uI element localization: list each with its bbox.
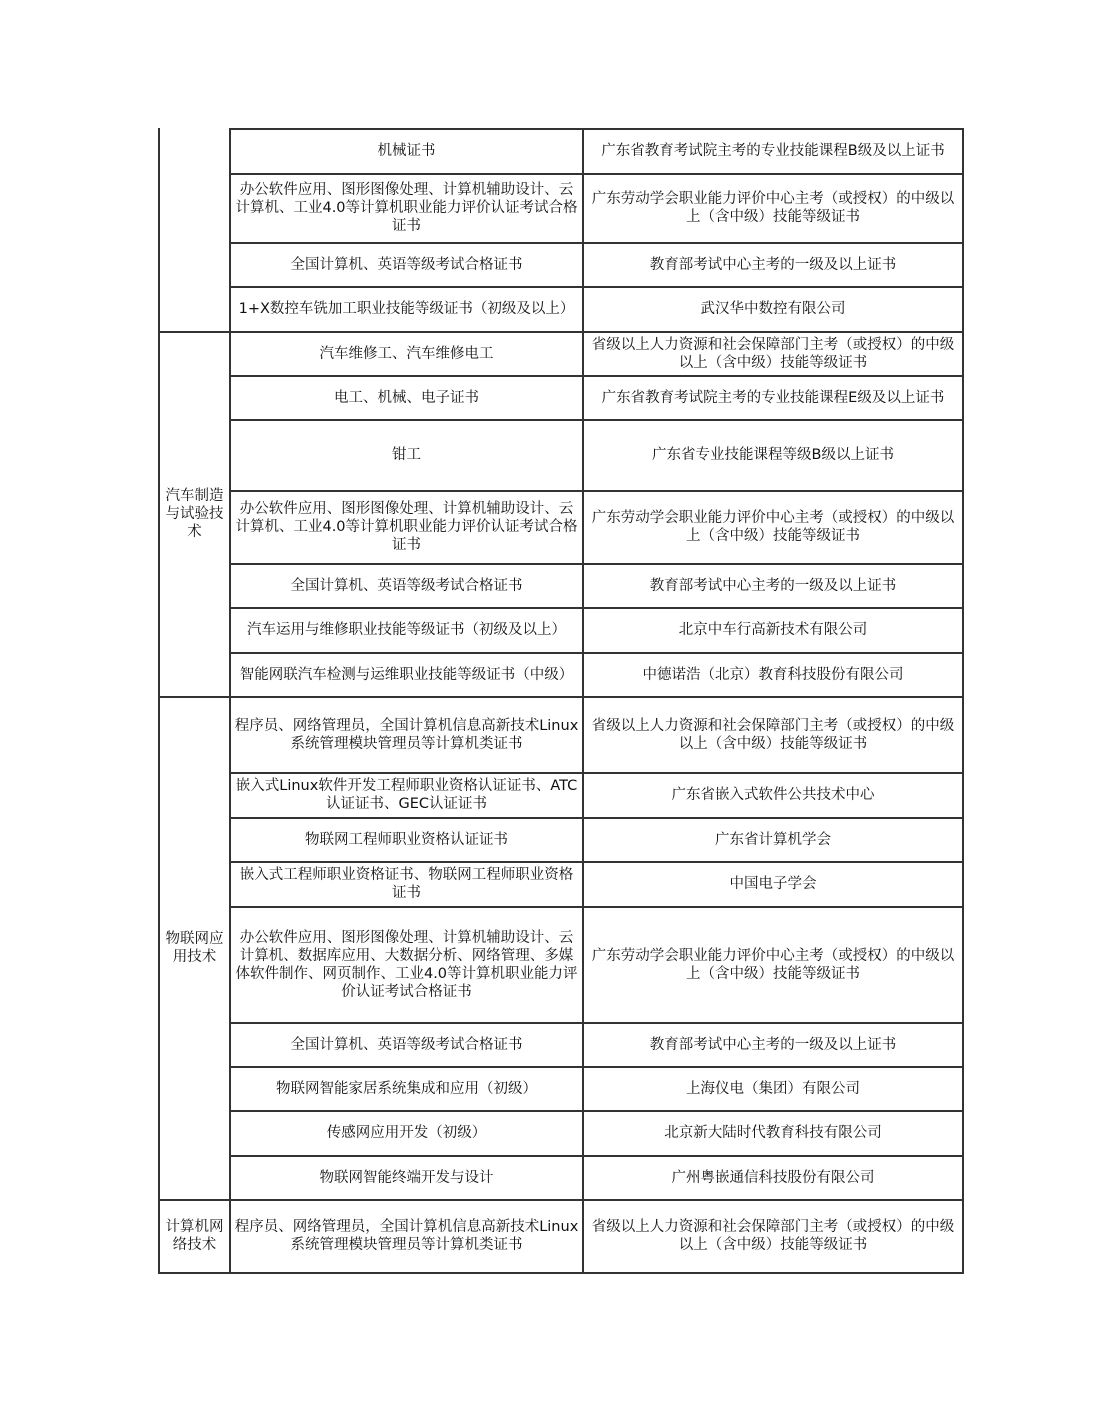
issuing-body-cell: 广州粤嵌通信科技股份有限公司 bbox=[671, 1169, 875, 1186]
issuing-body-cell: 广东劳动学会职业能力评价中心主考（或授权）的中级以上（含中级）技能等级证书 bbox=[591, 510, 955, 544]
certificate-name-cell: 全国计算机、英语等级考试合格证书 bbox=[290, 577, 523, 594]
certificate-name-cell: 办公软件应用、图形图像处理、计算机辅助设计、云计算机、数据库应用、大数据分析、网络管理、多媒体软件制作、网页制作、工业4.0等计算机职业能力评价认证考试合格证书 bbox=[235, 929, 578, 1000]
issuing-body-cell: 中国电子学会 bbox=[729, 876, 817, 892]
issuing-body-cell: 教育部考试中心主考的一级及以上证书 bbox=[649, 1036, 897, 1053]
issuing-body-cell: 广东省计算机学会 bbox=[715, 831, 831, 848]
certificate-name-cell: 物联网工程师职业资格认证证书 bbox=[305, 831, 508, 848]
issuing-body-cell: 广东省嵌入式软件公共技术中心 bbox=[671, 787, 875, 803]
certificate-name-cell: 物联网智能终端开发与设计 bbox=[319, 1169, 494, 1186]
program-name-cell bbox=[160, 128, 229, 331]
program-name-cell: 计算机网络技术 bbox=[165, 1218, 224, 1253]
certificate-name-cell: 汽车运用与维修职业技能等级证书（初级及以上） bbox=[247, 622, 566, 638]
certificate-name-cell: 电工、机械、电子证书 bbox=[334, 389, 479, 406]
program-name-cell: 汽车制造与试验技术 bbox=[165, 487, 224, 540]
certificate-name-cell: 嵌入式Linux软件开发工程师职业资格认证证书、ATC认证证书、GEC认证证书 bbox=[235, 778, 578, 812]
certificate-name-cell: 程序员、网络管理员，全国计算机信息高新技术Linux系统管理模块管理员等计算机类证书 bbox=[234, 1219, 579, 1253]
certificate-name-cell: 1+X数控车铣加工职业技能等级证书（初级及以上） bbox=[238, 301, 575, 317]
issuing-body-cell: 北京中车行高新技术有限公司 bbox=[678, 622, 868, 638]
program-name-cell: 物联网应用技术 bbox=[165, 930, 224, 965]
issuing-body-cell: 北京新大陆时代教育科技有限公司 bbox=[664, 1125, 882, 1141]
certificate-name-cell: 钳工 bbox=[392, 447, 421, 463]
issuing-body-cell: 广东劳动学会职业能力评价中心主考（或授权）的中级以上（含中级）技能等级证书 bbox=[591, 947, 955, 982]
table-border bbox=[158, 1272, 964, 1274]
certificate-name-cell: 智能网联汽车检测与运维职业技能等级证书（中级） bbox=[239, 666, 574, 683]
certificate-name-cell: 汽车维修工、汽车维修电工 bbox=[319, 345, 494, 362]
certificate-name-cell: 嵌入式工程师职业资格证书、物联网工程师职业资格证书 bbox=[239, 867, 574, 901]
issuing-body-cell: 省级以上人力资源和社会保障部门主考（或授权）的中级以上（含中级）技能等级证书 bbox=[591, 1219, 955, 1253]
certificate-name-cell: 机械证书 bbox=[377, 143, 436, 159]
certificate-name-cell: 物联网智能家居系统集成和应用（初级） bbox=[276, 1080, 537, 1097]
certificate-name-cell: 办公软件应用、图形图像处理、计算机辅助设计、云计算机、工业4.0等计算机职业能力评价认证考试合格证书 bbox=[235, 182, 578, 234]
certificate-name-cell: 程序员、网络管理员，全国计算机信息高新技术Linux系统管理模块管理员等计算机类证书 bbox=[234, 717, 579, 752]
issuing-body-cell: 广东省教育考试院主考的专业技能课程B级及以上证书 bbox=[601, 143, 945, 159]
issuing-body-cell: 教育部考试中心主考的一级及以上证书 bbox=[649, 256, 897, 273]
certificate-name-cell: 全国计算机、英语等级考试合格证书 bbox=[290, 256, 523, 273]
issuing-body-cell: 广东省专业技能课程等级B级以上证书 bbox=[652, 447, 894, 463]
certificate-name-cell: 传感网应用开发（初级） bbox=[326, 1125, 487, 1141]
issuing-body-cell: 武汉华中数控有限公司 bbox=[700, 301, 846, 317]
table-border bbox=[962, 128, 964, 1272]
issuing-body-cell: 教育部考试中心主考的一级及以上证书 bbox=[649, 577, 897, 594]
issuing-body-cell: 中德诺浩（北京）教育科技股份有限公司 bbox=[642, 666, 904, 683]
certificate-name-cell: 全国计算机、英语等级考试合格证书 bbox=[290, 1036, 523, 1053]
issuing-body-cell: 广东省教育考试院主考的专业技能课程E级及以上证书 bbox=[601, 389, 945, 406]
issuing-body-cell: 广东劳动学会职业能力评价中心主考（或授权）的中级以上（含中级）技能等级证书 bbox=[591, 191, 955, 225]
issuing-body-cell: 上海仪电（集团）有限公司 bbox=[686, 1080, 860, 1097]
issuing-body-cell: 省级以上人力资源和社会保障部门主考（或授权）的中级以上（含中级）技能等级证书 bbox=[591, 336, 955, 371]
certificate-name-cell: 办公软件应用、图形图像处理、计算机辅助设计、云计算机、工业4.0等计算机职业能力评价认证考试合格证书 bbox=[235, 501, 578, 553]
issuing-body-cell: 省级以上人力资源和社会保障部门主考（或授权）的中级以上（含中级）技能等级证书 bbox=[591, 717, 955, 752]
